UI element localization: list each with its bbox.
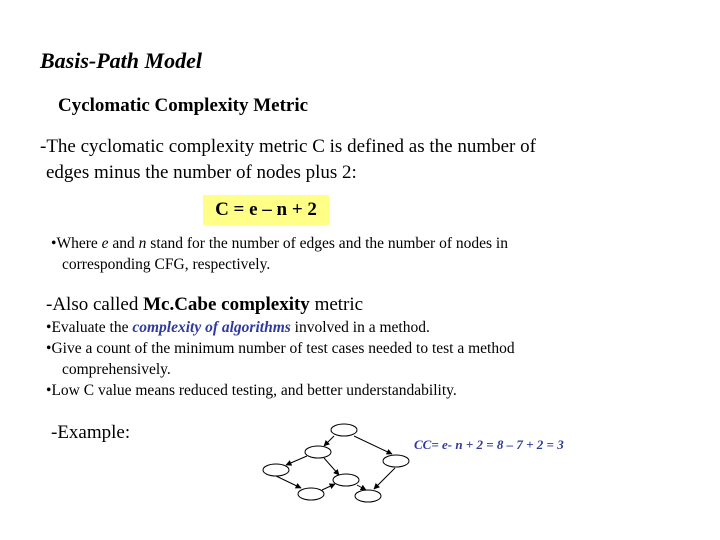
mccabe-name: Mc.Cabe complexity xyxy=(143,294,310,315)
where-and: and xyxy=(108,235,139,252)
formula-box: C = e – n + 2 xyxy=(203,195,329,225)
also-called-prefix: -Also called xyxy=(46,294,144,315)
also-called-line xyxy=(46,294,363,316)
also-called-suffix: metric xyxy=(309,294,364,315)
control-flow-graph-icon xyxy=(256,420,416,505)
graph-edge xyxy=(322,484,335,490)
graph-edge xyxy=(374,468,395,489)
example-label: -Example: xyxy=(51,422,131,443)
graph-edge xyxy=(324,436,334,446)
where-rest: stand for the number of edges and the number of nodes in xyxy=(146,235,508,252)
bullet-icon: • xyxy=(46,340,52,357)
var-n: n xyxy=(138,235,147,252)
bullet-icon: • xyxy=(46,319,52,336)
where-prefix: Where xyxy=(56,235,102,252)
complexity-of-algorithms: complexity of algorithms xyxy=(132,319,291,336)
graph-edge xyxy=(276,476,301,488)
slide-title: Basis-Path Model xyxy=(40,48,202,73)
definition-line-2: edges minus the number of nodes plus 2: xyxy=(46,162,357,183)
var-e: e xyxy=(101,235,109,252)
graph-edge xyxy=(357,485,366,490)
graph-node xyxy=(298,488,324,500)
bullet-low-c-text: Low C value means reduced testing, and better understandability. xyxy=(51,382,457,399)
bullet-evaluate-suffix: involved in a method. xyxy=(290,319,430,336)
graph-node xyxy=(331,424,357,436)
graph-node xyxy=(355,490,381,502)
bullet-test-count-line-1 xyxy=(46,340,515,358)
bullet-evaluate xyxy=(46,319,430,337)
bullet-icon: • xyxy=(46,382,52,399)
graph-node xyxy=(383,455,409,467)
graph-edge xyxy=(354,436,392,454)
section-heading: Cyclomatic Complexity Metric xyxy=(58,95,309,116)
bullet-evaluate-prefix: Evaluate the xyxy=(51,319,133,336)
graph-node xyxy=(305,446,331,458)
where-line-1 xyxy=(51,235,508,253)
bullet-icon: • xyxy=(51,235,57,252)
bullet-test-count-line-2: comprehensively. xyxy=(62,361,171,378)
graph-nodes xyxy=(263,424,409,502)
where-line-2: corresponding CFG, respectively. xyxy=(62,256,271,273)
graph-node xyxy=(263,464,289,476)
graph-node xyxy=(333,474,359,486)
bullet-low-c xyxy=(46,382,457,400)
graph-edge xyxy=(324,458,339,475)
cc-example: CC= e- n + 2 = 8 – 7 + 2 = 3 xyxy=(414,437,564,452)
definition-line-1: -The cyclomatic complexity metric C is defined as the number of xyxy=(40,136,536,157)
graph-edge xyxy=(286,456,307,465)
bullet-test-count-text: Give a count of the minimum number of test cases needed to test a method xyxy=(51,340,515,357)
